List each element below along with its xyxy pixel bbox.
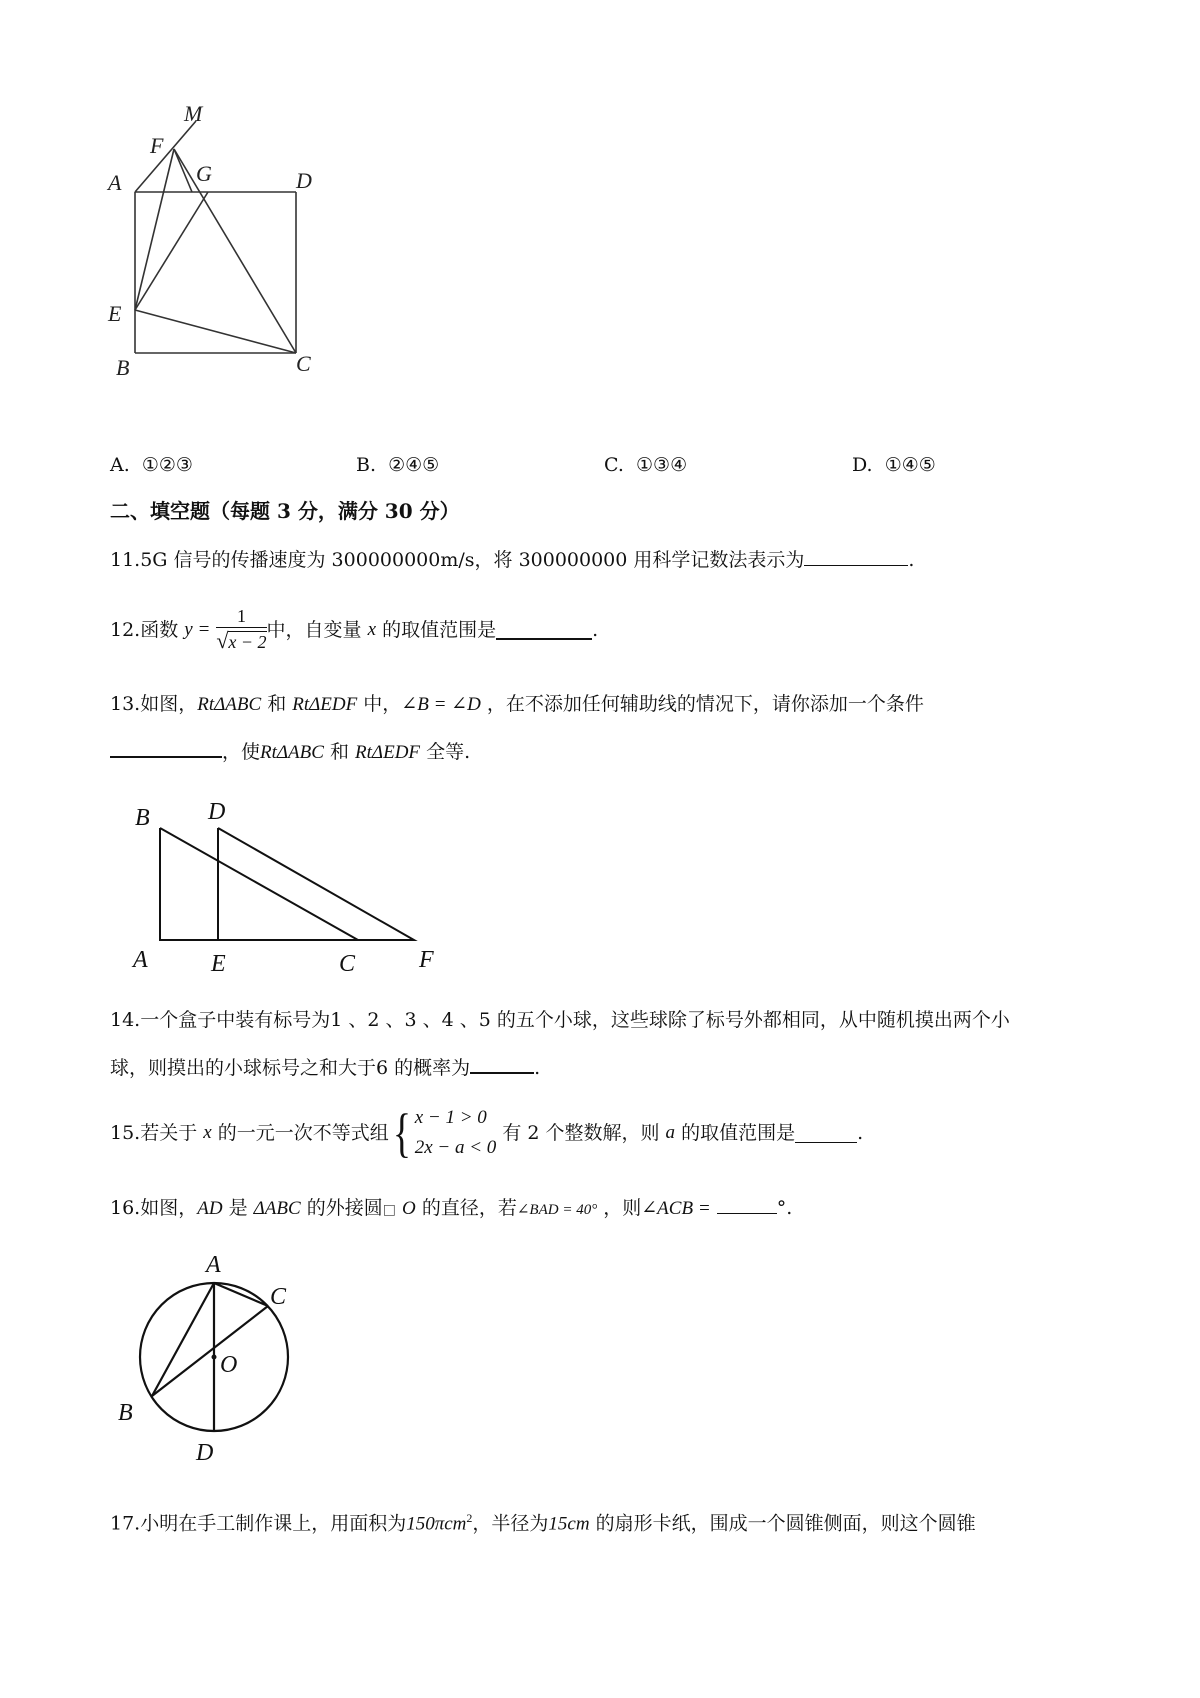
label-e: E	[108, 301, 122, 326]
segment-eg	[135, 192, 208, 310]
center-point	[212, 1355, 217, 1360]
q15-var2: a	[665, 1122, 676, 1143]
label-m: M	[184, 101, 203, 126]
segment-bc	[152, 1306, 268, 1396]
q13-line2-b: 全等.	[426, 741, 471, 763]
missing-glyph-icon: □	[382, 1202, 396, 1218]
triangle-abc	[160, 828, 358, 940]
label-g: G	[196, 161, 212, 186]
q13-tri2: RtΔEDF	[292, 694, 358, 715]
label-f: F	[419, 947, 434, 973]
q13-and2: 和	[329, 741, 349, 763]
q14-end: .	[534, 1057, 541, 1079]
segment-fg	[174, 149, 192, 192]
label-c: C	[296, 351, 311, 376]
option-b-letter: B.	[356, 454, 377, 476]
q12-mid: 中，自变量	[266, 619, 362, 641]
q15-var: x	[203, 1122, 212, 1143]
q15-prefix: 15.若关于	[110, 1122, 198, 1144]
q15-system	[415, 1103, 497, 1163]
q12-prefix: 12.函数	[110, 619, 179, 641]
option-a-value: ①②③	[141, 454, 193, 476]
q14-answer-blank[interactable]	[470, 1054, 534, 1074]
q15-end: .	[857, 1122, 864, 1144]
q12-end: .	[592, 619, 599, 641]
q16-o: O	[402, 1198, 416, 1219]
option-c-letter: C.	[604, 454, 624, 476]
q13-mid: 中，	[363, 693, 402, 715]
q17-suffix: 的扇形卡纸，围成一个圆锥侧面，则这个圆锥	[595, 1512, 976, 1535]
option-b	[356, 452, 439, 478]
q15-ineq1: x − 1 > 0	[414, 1107, 487, 1128]
label-c: C	[270, 1284, 287, 1310]
question-13-line2	[110, 738, 470, 766]
q15-suffix2: 的取值范围是	[681, 1122, 796, 1144]
option-b-value: ②④⑤	[388, 454, 440, 476]
q15-suffix1: 有 2 个整数解，则	[502, 1122, 660, 1144]
q12-radicand: x − 2	[228, 631, 267, 652]
triangle-edf	[218, 828, 414, 940]
triangles-figure	[125, 795, 455, 975]
option-c-value: ①③④	[636, 454, 688, 476]
question-13-line1	[110, 691, 924, 718]
label-e: E	[211, 951, 226, 975]
q13-and1: 和	[267, 693, 287, 715]
q12-numerator: 1	[216, 605, 266, 628]
q12-answer-blank[interactable]	[496, 620, 592, 640]
label-o: O	[220, 1352, 238, 1378]
q13-tri3: RtΔABC	[260, 742, 324, 763]
q16-mid1: 是	[228, 1197, 248, 1219]
q17-area: 150πcm	[406, 1513, 467, 1535]
q12-var: x	[367, 619, 377, 640]
option-d	[852, 452, 936, 478]
question-11	[110, 547, 914, 573]
option-c	[604, 452, 687, 478]
q17-area-exp: 2	[466, 1511, 473, 1525]
q11-text: 11.5G 信号的传播速度为 300000000m/s，将 300000000 用科学记数法表示为	[110, 549, 805, 571]
segment-fe	[135, 149, 174, 310]
question-17	[110, 1505, 976, 1537]
label-d: D	[296, 168, 312, 193]
left-brace-icon: {	[392, 1103, 411, 1163]
question-14-line1: 14.一个盒子中装有标号为1 、2 、3 、4 、5 的五个小球，这些球除了标号外都相同，从中随机摸出两个小	[110, 1009, 1010, 1031]
q13-answer-blank[interactable]	[110, 738, 222, 758]
segment-fc	[174, 149, 296, 353]
label-a: A	[133, 947, 148, 973]
question-16	[110, 1195, 792, 1223]
q12-suffix: 的取值范围是	[382, 619, 497, 641]
question-14-line2	[110, 1054, 540, 1081]
q16-prefix: 16.如图，	[110, 1197, 198, 1219]
q16-cond: ∠BAD = 40°	[516, 1202, 598, 1218]
q16-mid3: 的直径，若	[421, 1197, 517, 1219]
option-d-value: ①④⑤	[884, 454, 936, 476]
q17-mid: ，半径为	[472, 1512, 549, 1535]
label-c: C	[339, 951, 356, 975]
label-d: D	[208, 799, 226, 825]
q13-line2-a: ，使	[222, 741, 261, 763]
q11-answer-blank[interactable]	[804, 547, 908, 566]
label-a: A	[108, 170, 122, 195]
q13-line1-b: ，在不添加任何辅助线的情况下，请你添加一个条件	[486, 693, 924, 715]
option-a-letter: A.	[110, 454, 130, 476]
q13-tri1: RtΔABC	[197, 694, 262, 715]
q16-answer-blank[interactable]	[717, 1195, 777, 1214]
q15-mid: 的一元一次不等式组	[217, 1122, 389, 1144]
label-b: B	[135, 805, 150, 831]
q13-line1-a: 13.如图，	[110, 693, 198, 715]
q16-ad: AD	[197, 1198, 223, 1219]
sqrt-icon: √	[216, 627, 229, 653]
q13-cond: ∠B = ∠D	[401, 694, 481, 715]
section-title: 二、填空题（每题 3 分，满分 30 分）	[110, 499, 460, 523]
label-a: A	[206, 1252, 221, 1278]
label-d: D	[196, 1440, 214, 1466]
q15-answer-blank[interactable]	[795, 1124, 857, 1143]
q11-end: .	[908, 549, 915, 571]
question-15	[110, 1100, 863, 1166]
q16-tri: ΔABC	[253, 1198, 301, 1219]
question-12	[110, 600, 598, 660]
segment-ec	[135, 310, 296, 353]
q17-prefix: 17.小明在手工制作课上，用面积为	[110, 1512, 407, 1535]
circle-figure	[110, 1248, 310, 1468]
q12-fraction	[216, 605, 266, 656]
q16-mid2: 的外接圆	[306, 1197, 383, 1219]
segment-ab	[152, 1283, 214, 1396]
option-a	[110, 452, 193, 478]
q14-line2: 球，则摸出的小球标号之和大于6 的概率为	[110, 1057, 471, 1079]
q15-ineq2: 2x − a < 0	[414, 1137, 497, 1158]
q16-ask: ∠ACB =	[641, 1198, 711, 1219]
q16-end: °.	[776, 1197, 793, 1219]
q17-radius: 15cm	[548, 1513, 590, 1535]
label-b: B	[118, 1400, 133, 1426]
label-b: B	[116, 355, 130, 380]
q16-mid4: ，则	[603, 1197, 642, 1219]
label-f: F	[150, 133, 164, 158]
option-d-letter: D.	[852, 454, 873, 476]
q13-tri4: RtΔEDF	[355, 742, 421, 763]
square-figure	[100, 95, 340, 385]
segment-ac	[214, 1283, 268, 1306]
q12-lhs: y =	[184, 619, 211, 640]
